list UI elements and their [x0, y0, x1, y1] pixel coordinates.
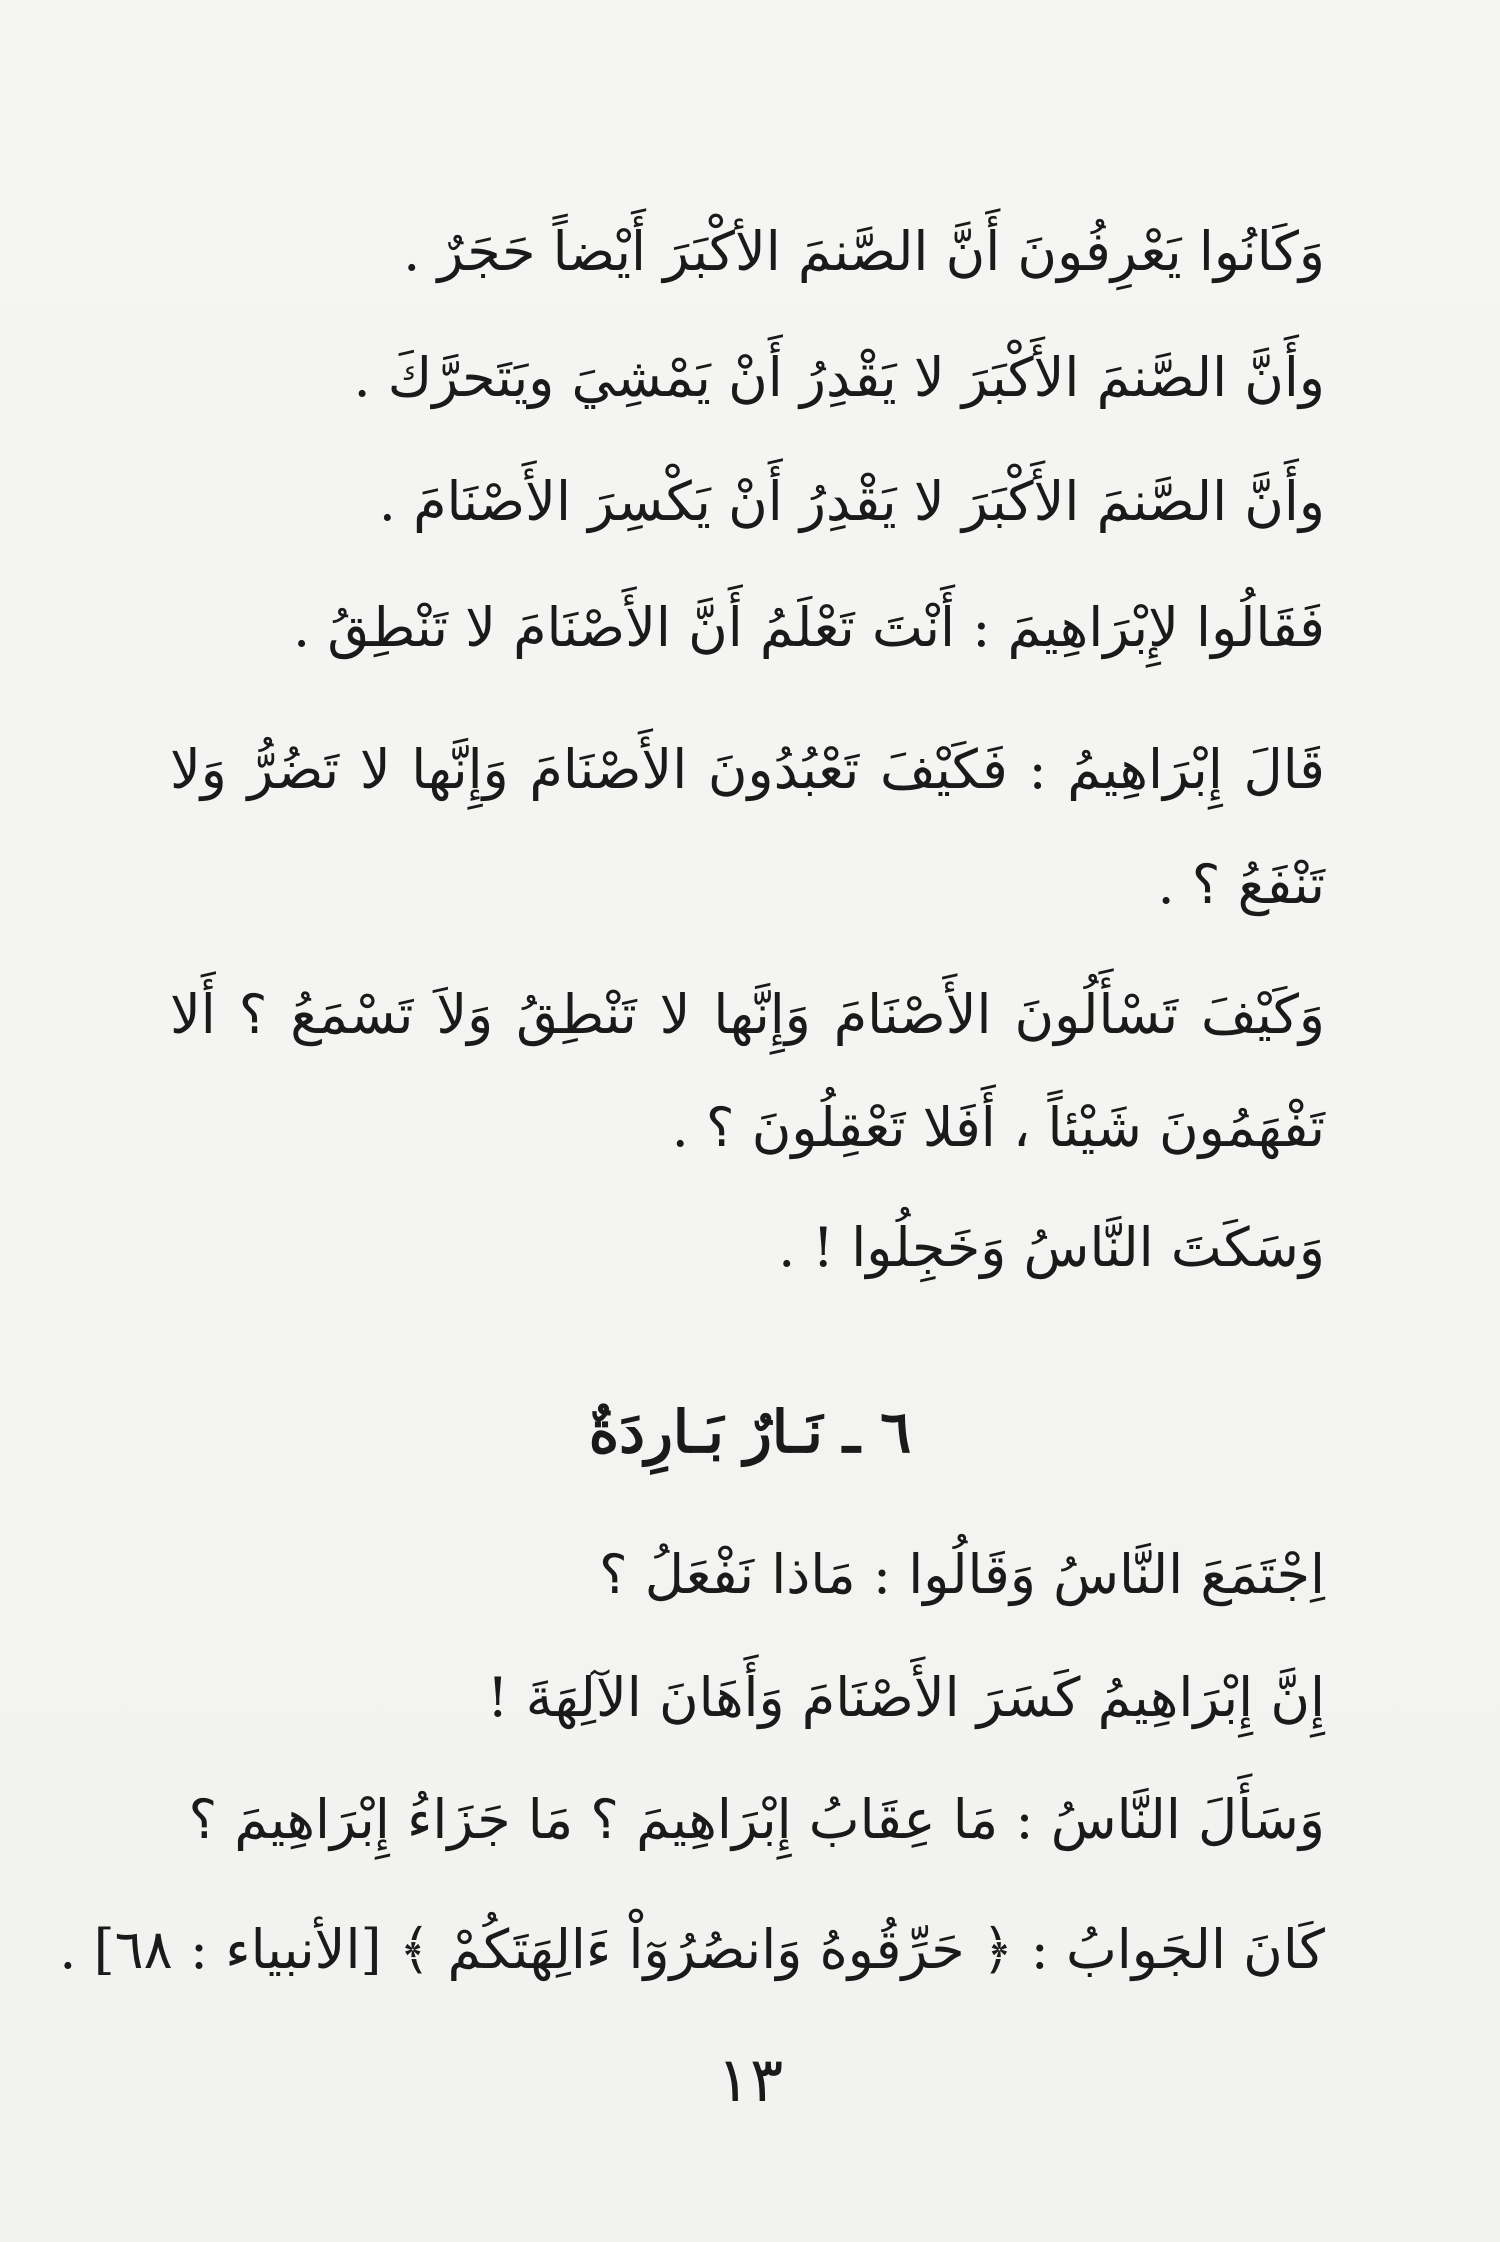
section-heading: ٦ ـ نَـارٌ بَـارِدَةٌ — [588, 1398, 912, 1466]
text-line: وأَنَّ الصَّنمَ الأَكْبَرَ لا يَقْدِرُ أَنْ يَكْسِرَ الأَصْنَامَ . — [378, 470, 1325, 533]
page-number: ١٣ — [716, 2043, 784, 2116]
text-line: وَسَكَتَ النَّاسُ وَخَجِلُوا ! . — [778, 1216, 1325, 1279]
text-line: كَانَ الجَوابُ : ﴿ حَرِّقُوهُ وَانصُرُوٓاْ ءَالِهَتَكُمْ ﴾ [الأنبياء : ٦٨] . — [59, 1918, 1325, 1981]
text-line: وَسَأَلَ النَّاسُ : مَا عِقَابُ إِبْرَاهِيمَ ؟ مَا جَزَاءُ إِبْرَاهِيمَ ؟ — [188, 1788, 1325, 1851]
text-line: تَنْفَعُ ؟ . — [1157, 853, 1325, 916]
text-line: قَالَ إِبْرَاهِيمُ : فَكَيْفَ تَعْبُدُونَ الأَصْنَامَ وَإِنَّها لا تَضُرُّ وَلا — [170, 738, 1325, 801]
text-line: إِنَّ إِبْرَاهِيمُ كَسَرَ الأَصْنَامَ وَأَهَانَ الآلِهَةَ ! — [486, 1666, 1325, 1729]
text-line: تَفْهَمُونَ شَيْئاً ، أَفَلا تَعْقِلُونَ ؟ . — [671, 1096, 1325, 1159]
text-line: وأَنَّ الصَّنمَ الأَكْبَرَ لا يَقْدِرُ أَنْ يَمْشِيَ ويَتَحرَّكَ . — [353, 346, 1325, 409]
text-line: وَكَيْفَ تَسْأَلُونَ الأَصْنَامَ وَإِنَّها لا تَنْطِقُ وَلاَ تَسْمَعُ ؟ أَلا — [170, 983, 1325, 1046]
text-line: اِجْتَمَعَ النَّاسُ وَقَالُوا : مَاذا نَفْعَلُ ؟ — [598, 1543, 1325, 1606]
text-line: وَكَانُوا يَعْرِفُونَ أَنَّ الصَّنمَ الأكْبَرَ أَيْضاً حَجَرٌ . — [403, 220, 1325, 283]
text-line: فَقَالُوا لإِبْرَاهِيمَ : أَنْتَ تَعْلَمُ أَنَّ الأَصْنَامَ لا تَنْطِقُ . — [292, 596, 1325, 659]
